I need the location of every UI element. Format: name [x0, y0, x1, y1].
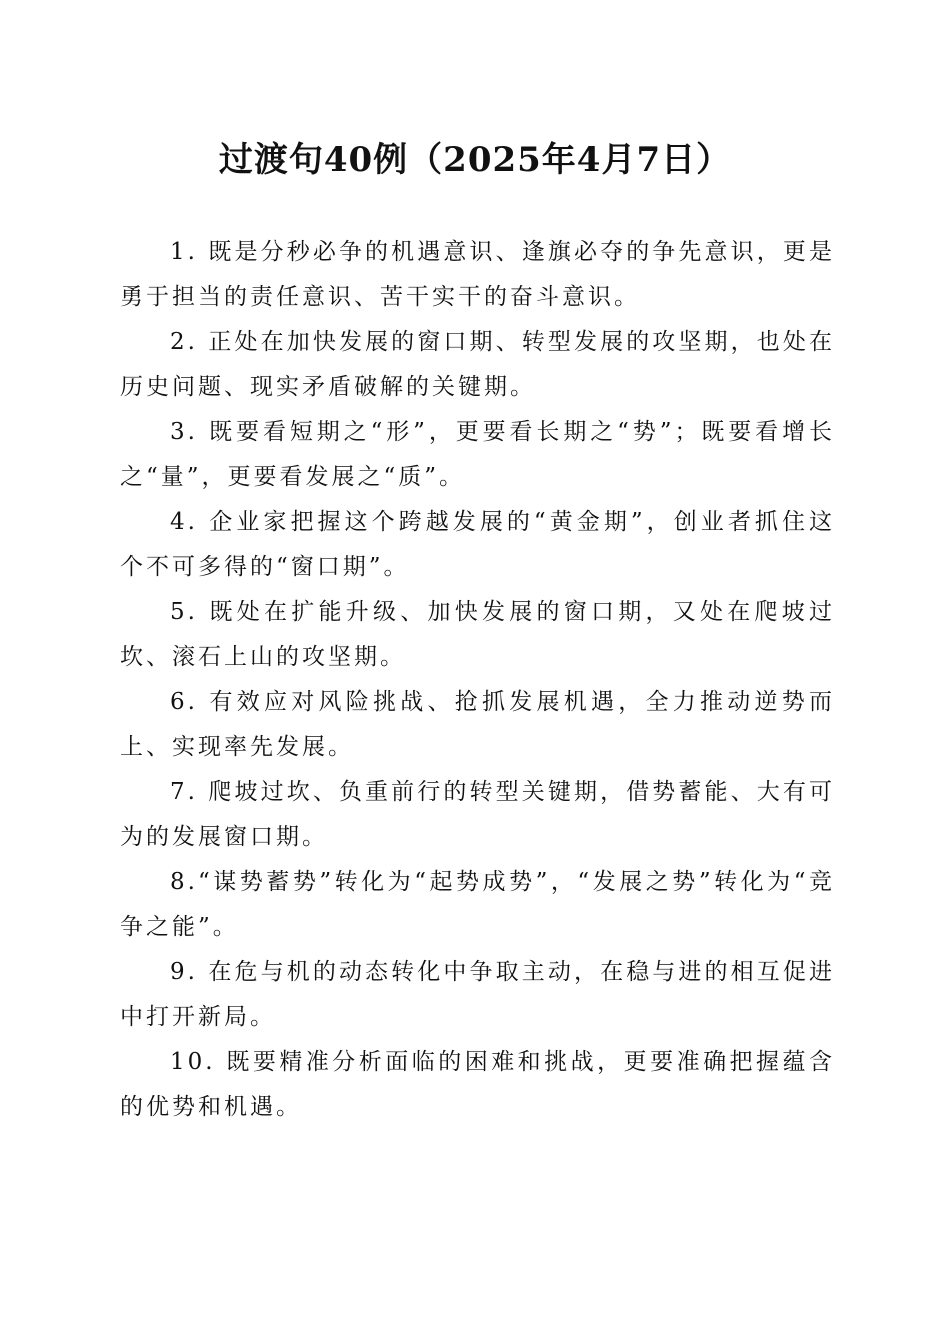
list-item: 3. 既要看短期之“形”，更要看长期之“势”；既要看增长之“量”，更要看发展之“质”。 — [120, 419, 835, 490]
document-body — [120, 230, 835, 1130]
list-item: 7. 爬坡过坎、负重前行的转型关键期，借势蓄能、大有可为的发展窗口期。 — [120, 779, 835, 850]
list-item: 5. 既处在扩能升级、加快发展的窗口期，又处在爬坡过坎、滚石上山的攻坚期。 — [120, 599, 835, 670]
list-item: 8.“谋势蓄势”转化为“起势成势”，“发展之势”转化为“竞争之能”。 — [120, 869, 835, 940]
list-item: 6. 有效应对风险挑战、抢抓发展机遇，全力推动逆势而上、实现率先发展。 — [120, 689, 835, 760]
list-item: 10. 既要精准分析面临的困难和挑战，更要准确把握蕴含的优势和机遇。 — [120, 1049, 835, 1120]
list-item: 2. 正处在加快发展的窗口期、转型发展的攻坚期，也处在历史问题、现实矛盾破解的关键期。 — [120, 329, 835, 400]
document-title: 过渡句40例（2025年4月7日） — [218, 140, 732, 180]
list-item: 1. 既是分秒必争的机遇意识、逢旗必夺的争先意识，更是勇于担当的责任意识、苦干实干的奋斗意识。 — [120, 239, 835, 310]
list-item: 9. 在危与机的动态转化中争取主动，在稳与进的相互促进中打开新局。 — [120, 959, 835, 1030]
list-item: 4. 企业家把握这个跨越发展的“黄金期”，创业者抓住这个不可多得的“窗口期”。 — [120, 509, 835, 580]
